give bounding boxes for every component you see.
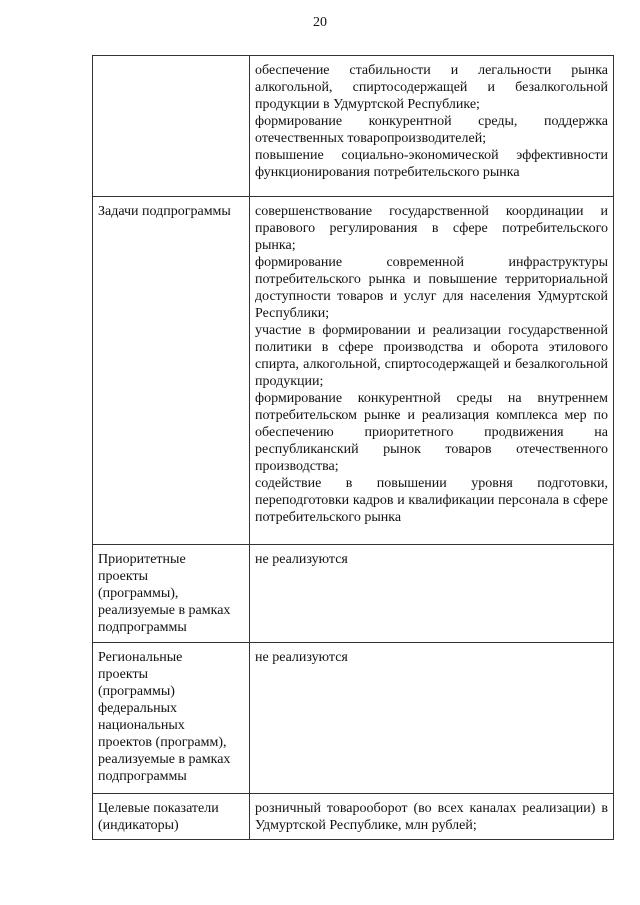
row-label-cell [93, 56, 250, 197]
subprogram-passport-table [92, 55, 614, 840]
goal-item: повышение социально-экономической эффективности функционирования потребительского рынка [255, 148, 608, 180]
row-label: Региональные проекты (программы) федеральных национальных проектов (программ), реализуемые в рамках подпрограммы [98, 650, 231, 784]
goal-item: обеспечение стабильности и легальности рынка алкогольной, спиртосодержащей и безалкогольной продукции в Удмуртской Республике; [255, 63, 608, 112]
row-label-cell [93, 545, 250, 643]
table-row [93, 56, 614, 197]
goal-item: формирование конкурентной среды, поддержка отечественных товаропроизводителей; [255, 114, 608, 146]
table-row [93, 643, 614, 794]
task-item: содействие в повышении уровня подготовки, переподготовки кадров и квалификации персонала в сфере потребительского рынка [255, 476, 608, 525]
task-item: формирование современной инфраструктуры потребительского рынка и повышение территориальной доступности товаров и услуг для населения Удмуртской Республики; [255, 255, 608, 321]
task-item: участие в формировании и реализации государственной политики в сфере производства и оборота этилового спирта, алкогольной, спиртосодержащей и безалкогольной продукции; [255, 323, 608, 389]
row-content-cell [250, 197, 614, 545]
row-label-cell [93, 643, 250, 794]
row-content-cell [250, 794, 614, 840]
row-content-cell [250, 56, 614, 197]
row-label-cell [93, 794, 250, 840]
indicator-item: розничный товарооборот (во всех каналах реализации) в Удмуртской Республике, млн рублей; [255, 801, 608, 833]
row-label-cell [93, 197, 250, 545]
table-row [93, 545, 614, 643]
row-label: Приоритетные проекты (программы), реализуемые в рамках подпрограммы [98, 552, 231, 635]
task-item: совершенствование государственной координации и правового регулирования в сфере потребительского рынка; [255, 204, 608, 253]
row-content-cell [250, 643, 614, 794]
page-number: 20 [313, 15, 327, 30]
row-content-cell [250, 545, 614, 643]
table-row [93, 197, 614, 545]
row-label: Целевые показатели (индикаторы) [98, 801, 219, 833]
row-value: не реализуются [255, 552, 348, 567]
task-item: формирование конкурентной среды на внутреннем потребительском рынке и реализация комплекса мер по обеспечению приоритетного продвижения на республиканский рынок товаров отечественного производства; [255, 391, 608, 474]
table-row [93, 794, 614, 840]
row-value: не реализуются [255, 650, 348, 665]
row-label: Задачи подпрограммы [98, 204, 231, 219]
